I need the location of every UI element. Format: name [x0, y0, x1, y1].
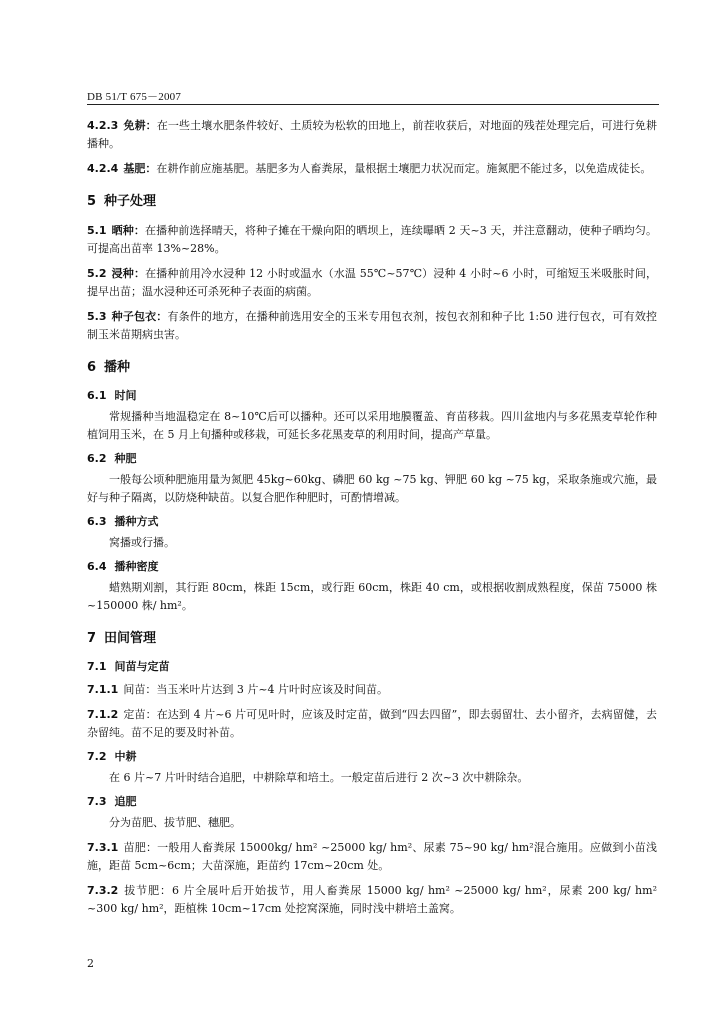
clause-number: 4.2.4 — [87, 162, 119, 175]
numbered-clause — [87, 882, 657, 918]
clause-text: 在一些土壤水肥条件较好、土质较为松软的田地上，前茬收获后，对地面的残茬处理完后，可进行免耕播种。 — [87, 119, 658, 150]
heading-text: 种子处理 — [104, 194, 157, 209]
clause-text: 在耕作前应施基肥。基肥多为人畜粪尿，量根据土壤肥力状况而定。施氮肥不能过多，以免造成徒长。 — [156, 162, 652, 175]
body-paragraph: 在 6 片~7 片叶时结合追肥，中耕除草和培土。一般定苗后进行 2 次~3 次中耕除杂。 — [109, 771, 529, 784]
section-heading — [87, 627, 657, 646]
heading-number: 7 — [87, 631, 97, 646]
clause-number: 7.3.2 — [87, 884, 119, 897]
clause-text: 定苗：在达到 4 片~6 片可见叶时，应该及时定苗，做到“四去四留”，即去弱留壮、去小留齐，去病留健，去杂留纯。苗不足的要及时补苗。 — [87, 708, 657, 739]
body-paragraph: 窝播或行播。 — [109, 536, 175, 549]
clause-term: 浸种： — [111, 267, 146, 280]
heading-number: 6.4 — [87, 560, 107, 573]
clause-term: 种子包衣： — [111, 310, 168, 323]
clause-term: 晒种： — [111, 224, 145, 237]
subsection-heading — [87, 388, 657, 404]
subsection-heading — [87, 659, 657, 675]
heading-number: 7.1 — [87, 660, 107, 673]
clause-text: 间苗：当玉米叶片达到 3 片~4 片叶时应该及时间苗。 — [123, 683, 389, 696]
document-body — [87, 117, 657, 925]
numbered-clause — [87, 706, 657, 742]
clause-term: 免耕： — [123, 119, 157, 132]
heading-text: 时间 — [114, 389, 137, 402]
body-paragraph: 一般每公顷种肥施用量为氮肥 45kg~60kg、磷肥 60 kg ~75 kg、钾肥 60 kg ~75 kg，采取条施或穴施，最好与种子隔离，以防烧种缺苗。以复合肥作种肥时，可酌情增减。 — [87, 473, 657, 504]
clause-text: 有条件的地方，在播种前选用安全的玉米专用包衣剂，按包衣剂和种子比 1:50 进行包衣，可有效控制玉米苗期病虫害。 — [87, 310, 657, 341]
heading-number: 5 — [87, 194, 97, 209]
heading-number: 6.1 — [87, 389, 107, 402]
clause-text: 拔节肥：6 片全展叶后开始拔节，用人畜粪尿 15000 kg/ hm² ~25000 kg/ hm²，尿素 200 kg/ hm² ~300 kg/ hm²，距植株 10cm~17cm 处挖窝深施，同时浅中耕培土盖窝。 — [87, 884, 657, 915]
body-paragraph: 分为苗肥、拔节肥、穗肥。 — [109, 816, 241, 829]
numbered-clause — [87, 222, 657, 258]
numbered-clause — [87, 681, 657, 699]
numbered-clause — [87, 117, 657, 153]
heading-text: 中耕 — [114, 750, 137, 763]
heading-number: 6.3 — [87, 515, 107, 528]
clause-number: 4.2.3 — [87, 119, 119, 132]
clause-number: 7.1.1 — [87, 683, 119, 696]
section-heading — [87, 356, 657, 375]
subsection-heading — [87, 559, 657, 575]
document-header-id: DB 51/T 675－2007 — [87, 91, 182, 103]
heading-number: 7.2 — [87, 750, 107, 763]
clause-number: 5.2 — [87, 267, 107, 280]
heading-number: 6 — [87, 360, 97, 375]
heading-text: 追肥 — [114, 795, 137, 808]
header-rule — [87, 104, 659, 105]
clause-text: 苗肥：一般用人畜粪尿 15000kg/ hm² ~25000 kg/ hm²、尿素 75~90 kg/ hm²混合施用。应做到小苗浅施，距苗 5cm~6cm；大苗深施，距苗约 17cm~20cm 处。 — [87, 841, 657, 872]
subsection-heading — [87, 749, 657, 765]
body-paragraph: 常规播种当地温稳定在 8~10℃后可以播种。还可以采用地膜覆盖、育苗移栽。四川盆地内与多花黑麦草轮作种植饲用玉米，在 5 月上旬播种或移栽，可延长多花黑麦草的利用时间，提高产草量。 — [87, 410, 657, 441]
clause-number: 7.3.1 — [87, 841, 119, 854]
numbered-clause — [87, 160, 657, 178]
numbered-clause — [87, 265, 657, 301]
numbered-clause — [87, 839, 657, 875]
subsection-heading — [87, 514, 657, 530]
subsection-heading — [87, 451, 657, 467]
heading-text: 播种方式 — [114, 515, 159, 528]
subsection-heading — [87, 794, 657, 810]
clause-term: 基肥： — [123, 162, 157, 175]
clause-number: 5.1 — [87, 224, 107, 237]
page-number: 2 — [87, 957, 94, 970]
heading-text: 种肥 — [114, 452, 137, 465]
heading-number: 7.3 — [87, 795, 107, 808]
heading-text: 播种密度 — [114, 560, 159, 573]
section-heading — [87, 190, 657, 209]
clause-number: 5.3 — [87, 310, 107, 323]
heading-number: 6.2 — [87, 452, 107, 465]
heading-text: 播种 — [104, 360, 131, 375]
heading-text: 田间管理 — [104, 631, 157, 646]
clause-number: 7.1.2 — [87, 708, 119, 721]
body-paragraph: 蜡熟期刈割，其行距 80cm，株距 15cm，或行距 60cm，株距 40 cm，或根据收割成熟程度，保苗 75000 株~150000 株/ hm²。 — [87, 581, 657, 612]
clause-text: 在播种前选择晴天，将种子摊在干燥向阳的晒坝上，连续曝晒 2 天~3 天，并注意翻动，使种子晒均匀。可提高出苗率 13%~28%。 — [87, 224, 658, 255]
heading-text: 间苗与定苗 — [114, 660, 170, 673]
numbered-clause — [87, 308, 657, 344]
clause-text: 在播种前用冷水浸种 12 小时或温水（水温 55℃~57℃）浸种 4 小时~6 小时，可缩短玉米吸胀时间，提早出苗；温水浸种还可杀死种子表面的病菌。 — [87, 267, 657, 298]
